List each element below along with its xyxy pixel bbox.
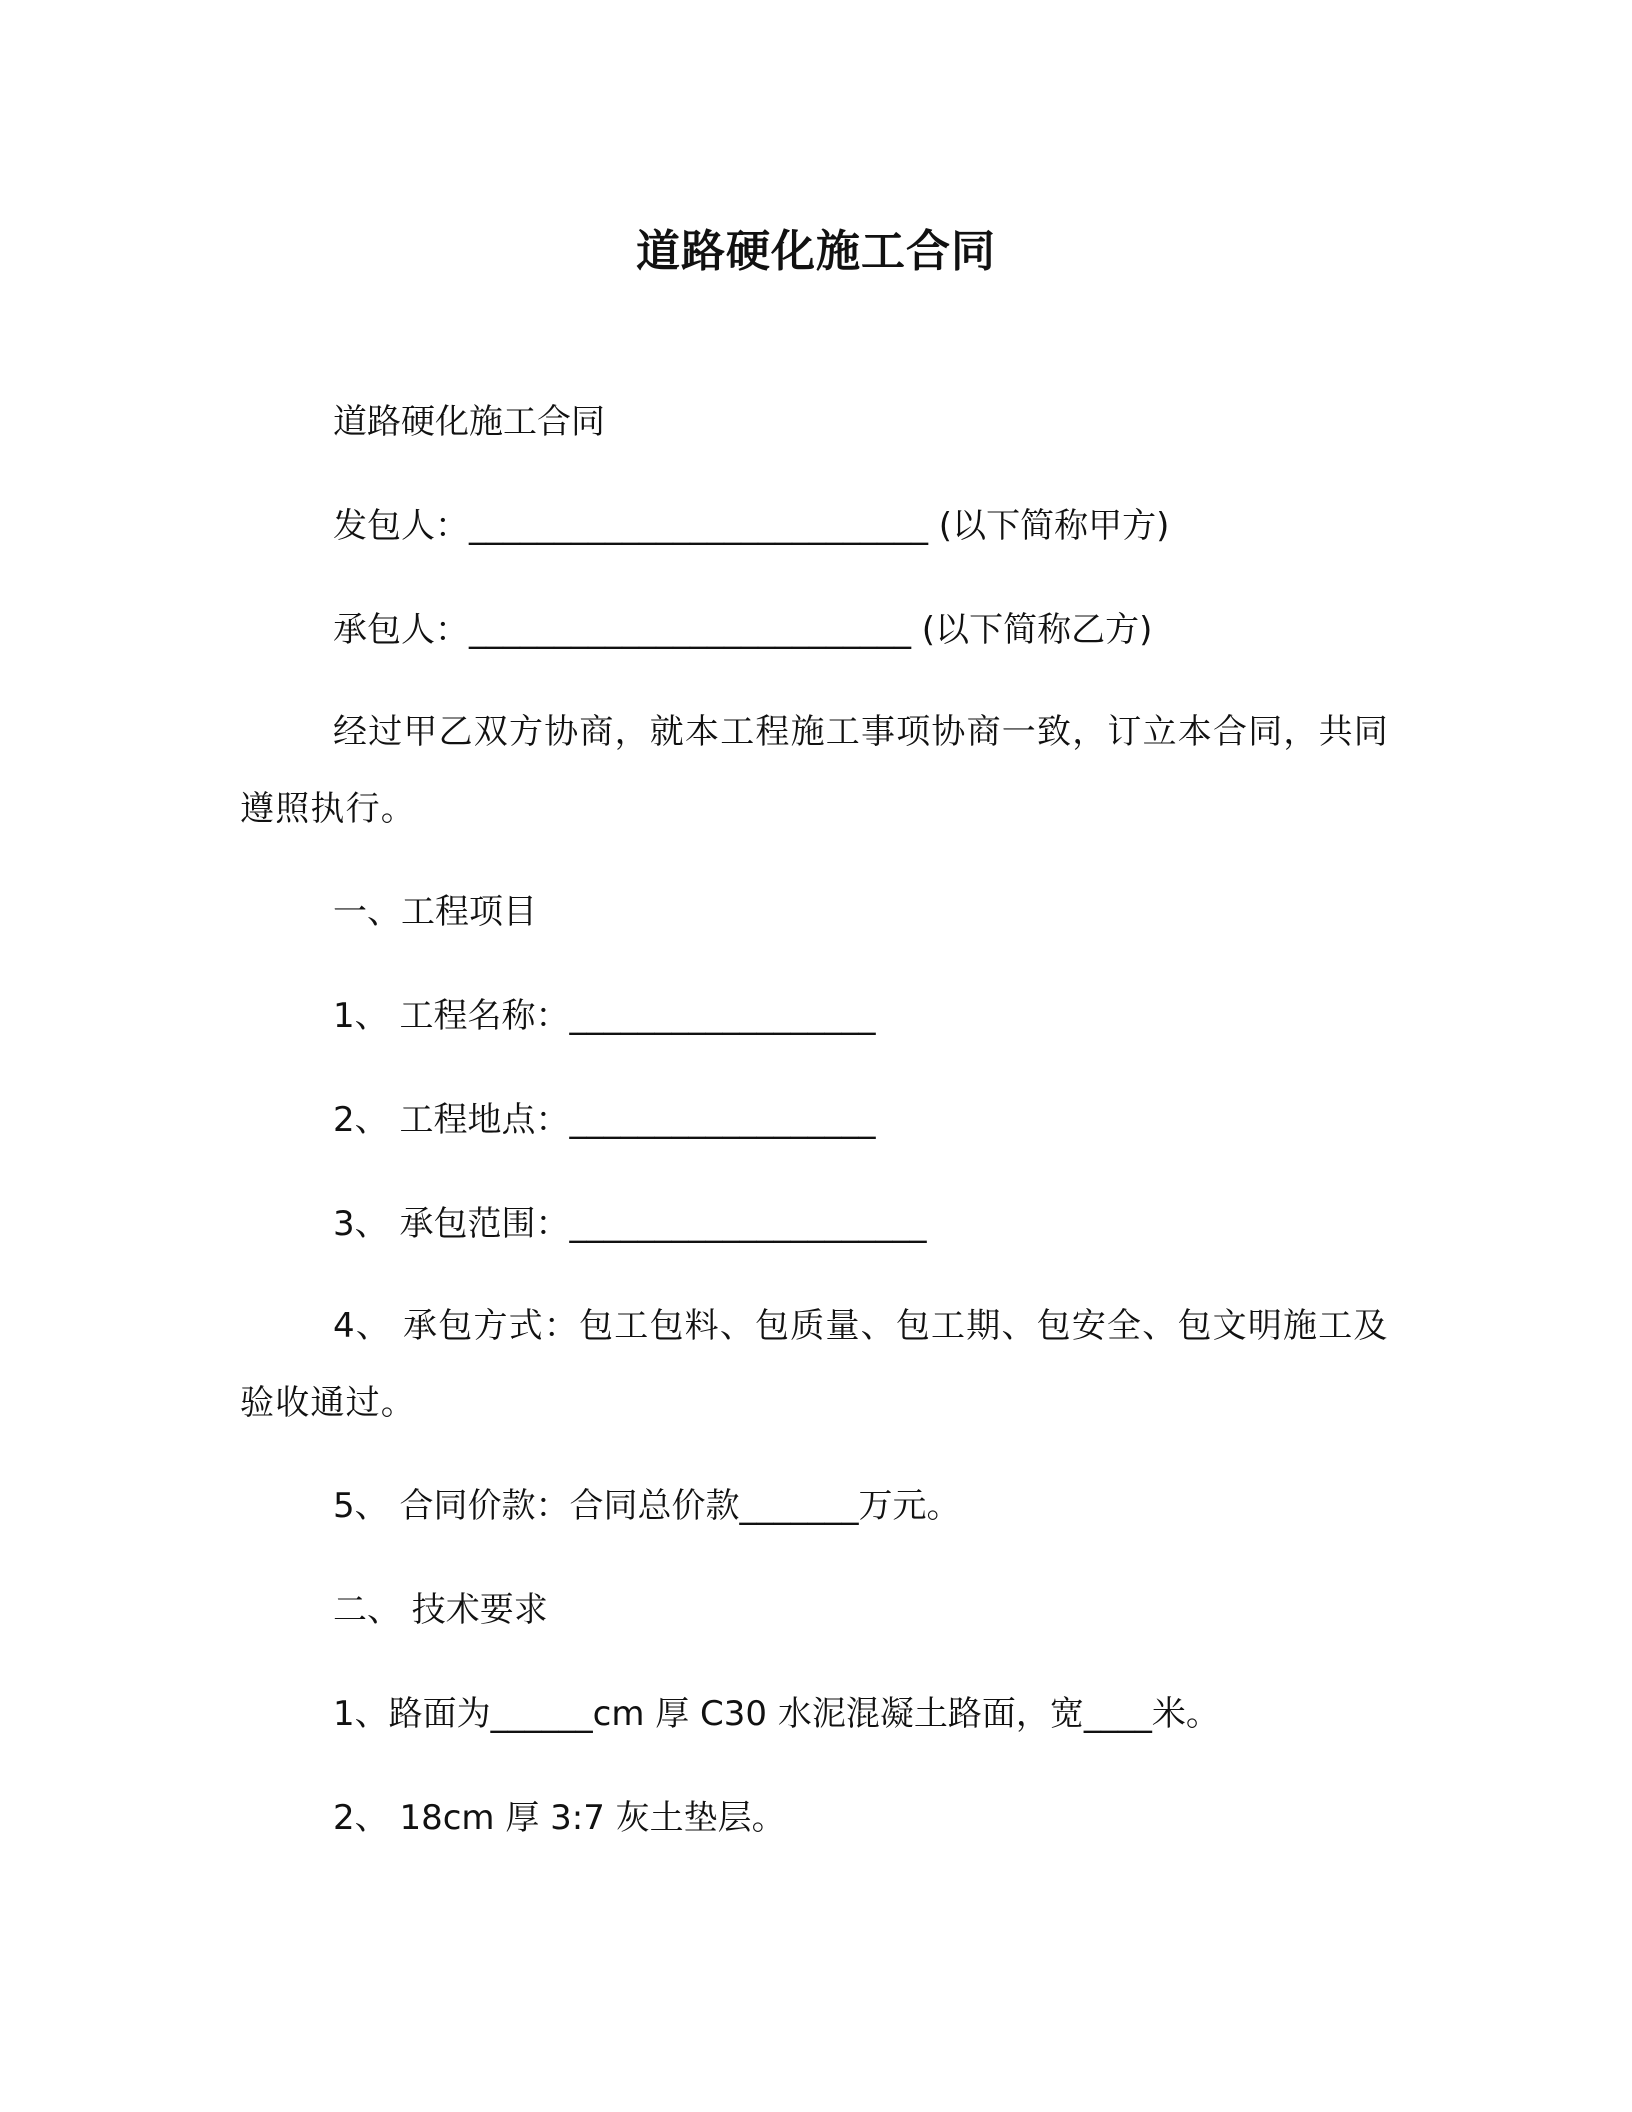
- intro-paragraph: 经过甲乙双方协商，就本工程施工事项协商一致，订立本合同，共同遵照执行。: [240, 712, 1389, 829]
- project-location-line: 2、 工程地点：__________________: [333, 1100, 876, 1140]
- contract-method-paragraph: 4、 承包方式：包工包料、包质量、包工期、包安全、包文明施工及验收通过。: [240, 1306, 1389, 1423]
- contract-subtitle: 道路硬化施工合同: [333, 402, 605, 442]
- contract-scope-line: 3、 承包范围：_____________________: [333, 1204, 927, 1244]
- party-b-line: 承包人：__________________________ (以下简称乙方): [333, 610, 1153, 650]
- cushion-layer-line: 2、 18cm 厚 3:7 灰土垫层。: [333, 1798, 786, 1838]
- party-a-line: 发包人：___________________________ (以下简称甲方): [333, 506, 1170, 546]
- project-name-line: 1、 工程名称：__________________: [333, 996, 876, 1036]
- document-title: 道路硬化施工合同: [636, 226, 996, 277]
- section-heading-project: 一、工程项目: [333, 892, 537, 932]
- road-surface-line: 1、路面为______cm 厚 C30 水泥混凝土路面，宽____米。: [333, 1694, 1220, 1734]
- section-heading-technical: 二、 技术要求: [333, 1590, 548, 1630]
- contract-price-line: 5、 合同价款：合同总价款_______万元。: [333, 1486, 961, 1526]
